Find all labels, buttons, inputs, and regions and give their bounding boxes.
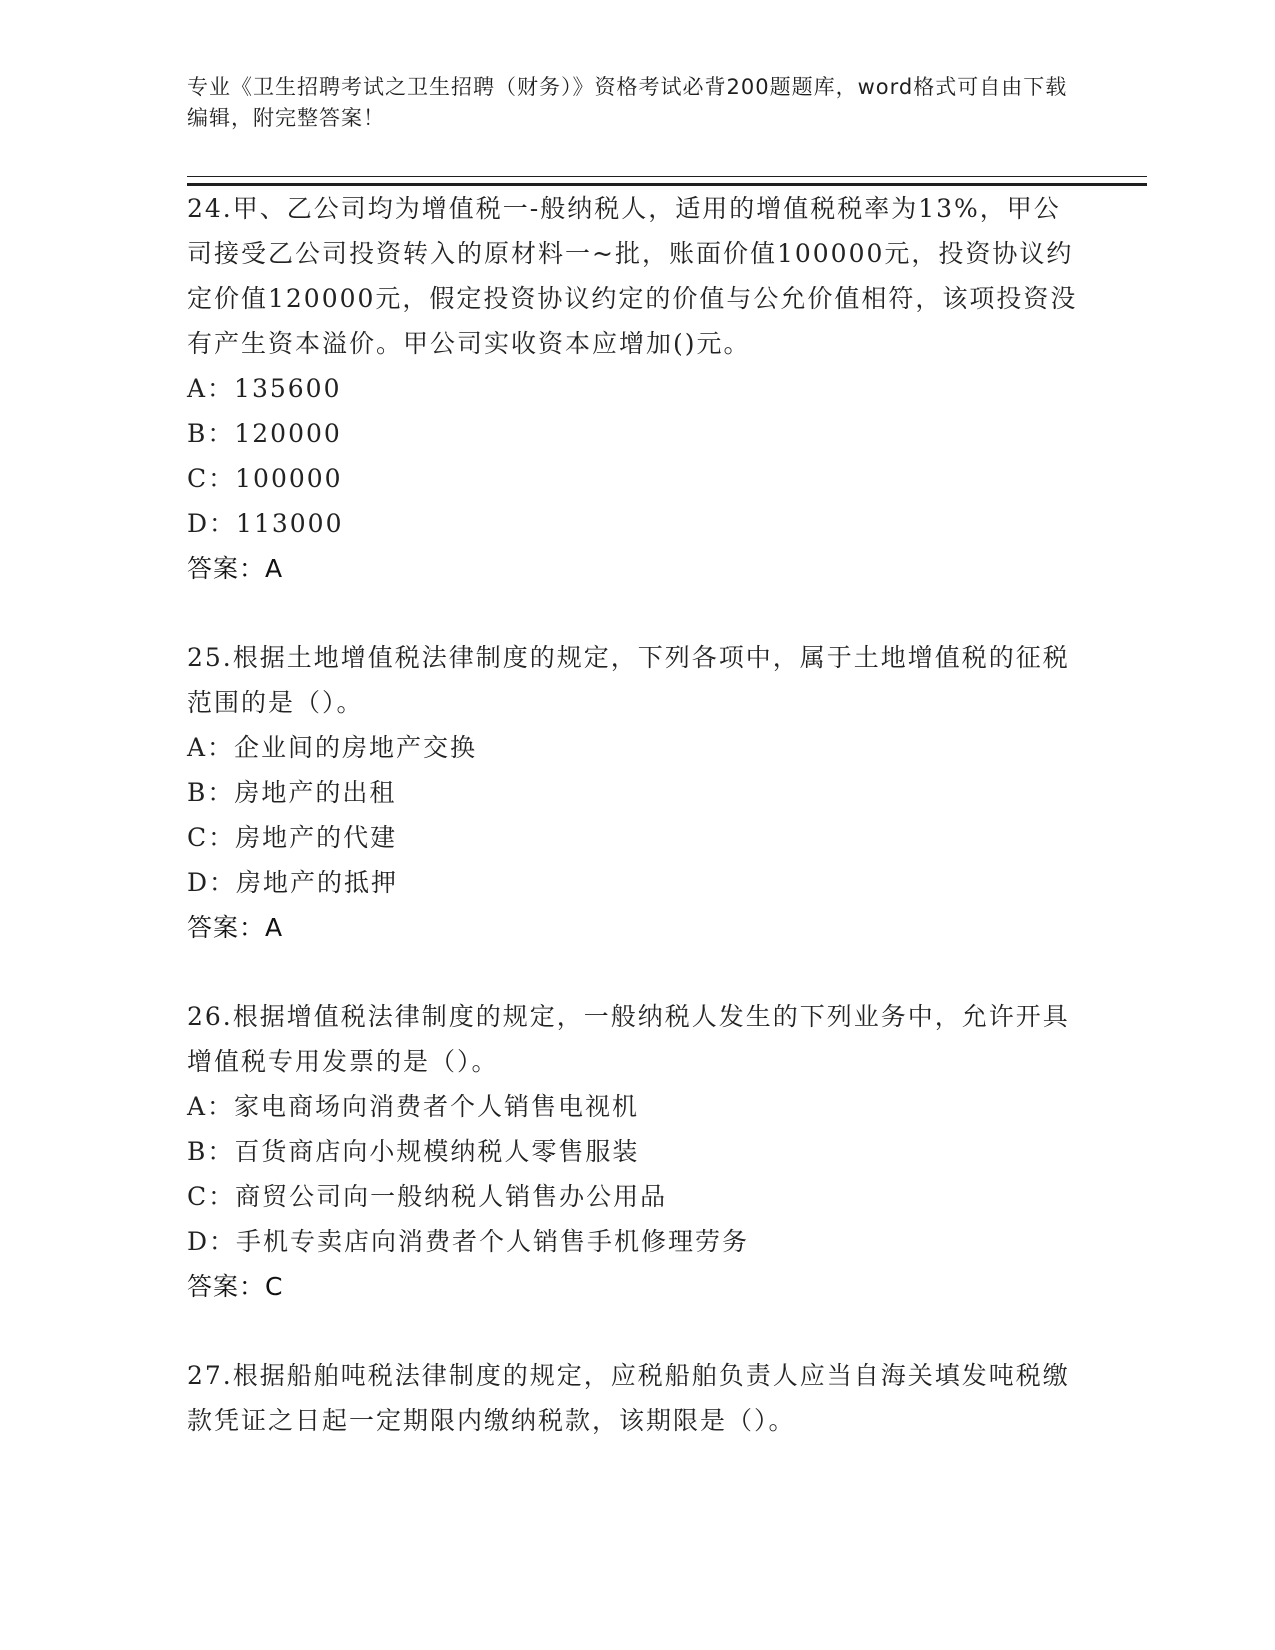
option-b: B：房地产的出租 <box>187 778 397 807</box>
question-list <box>187 186 1087 1487</box>
option-c: C：100000 <box>187 464 343 493</box>
question-stem: 25.根据土地增值税法律制度的规定，下列各项中，属于土地增值税的征税范围的是（）。 <box>187 643 1070 717</box>
question-stem: 24.甲、乙公司均为增值税一-般纳税人，适用的增值税税率为13%，甲公司接受乙公司投资转入的原材料一~批，账面价值100000元，投资协议约定价值120000元，假定投资协议约定的价值与公允价值相符，该项投资没有产生资本溢价。甲公司实收资本应增加()元。 <box>187 194 1078 358</box>
answer-line: 答案：C <box>187 1272 284 1301</box>
document-header: 专业《卫生招聘考试之卫生招聘（财务）》资格考试必背200题题库，word格式可自由下载编辑，附完整答案！ <box>187 75 1068 130</box>
question-26 <box>187 994 1087 1309</box>
option-d: D：房地产的抵押 <box>187 868 399 897</box>
question-27 <box>187 1353 1087 1443</box>
question-24 <box>187 186 1087 591</box>
option-d: D：手机专卖店向消费者个人销售手机修理劳务 <box>187 1227 750 1256</box>
option-a: A：135600 <box>187 374 342 403</box>
question-25 <box>187 635 1087 950</box>
answer-line: 答案：A <box>187 913 284 942</box>
option-a: A：家电商场向消费者个人销售电视机 <box>187 1092 640 1121</box>
option-b: B：120000 <box>187 419 342 448</box>
option-c: C：房地产的代建 <box>187 823 398 852</box>
option-a: A：企业间的房地产交换 <box>187 733 478 762</box>
option-c: C：商贸公司向一般纳税人销售办公用品 <box>187 1182 668 1211</box>
option-d: D：113000 <box>187 509 344 538</box>
option-b: B：百货商店向小规模纳税人零售服装 <box>187 1137 640 1166</box>
question-stem: 26.根据增值税法律制度的规定，一般纳税人发生的下列业务中，允许开具增值税专用发票的是（）。 <box>187 1002 1070 1076</box>
header-divider <box>187 176 1147 186</box>
answer-line: 答案：A <box>187 554 284 583</box>
question-stem: 27.根据船舶吨税法律制度的规定，应税船舶负责人应当自海关填发吨税缴款凭证之日起一定期限内缴纳税款，该期限是（）。 <box>187 1361 1070 1435</box>
